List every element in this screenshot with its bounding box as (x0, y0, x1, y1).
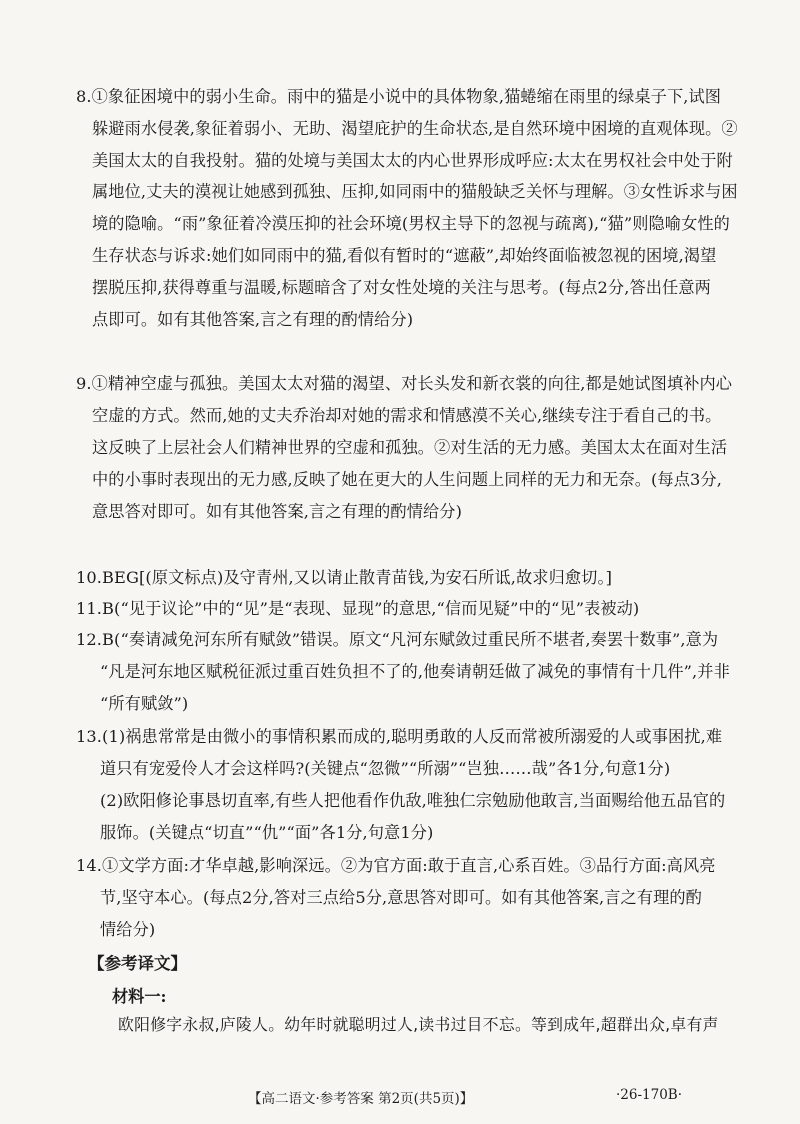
answer-12-line-3: “所有赋敛”) (100, 694, 189, 713)
answer-14-line-2: 节,坚守本心。(每点2分,答对三点给5分,意思答对即可。如有其他答案,言之有理的酌 (100, 888, 702, 907)
page-footer: 【高二语文·参考答案 第2页(共5页)】 (248, 1091, 474, 1107)
answer-9-line-2: 空虚的方式。然而,她的丈夫乔治却对她的需求和情感漠不关心,继续专注于看自己的书。 (92, 406, 722, 425)
answer-11: 11.B(“见于议论”中的“见”是“表现、显现”的意思,“信而见疑”中的“见”表被动) (76, 599, 640, 618)
answer-8-line-5: 境的隐喻。“雨”象征着冷漠压抑的社会环境(男权主导下的忽视与疏离),“猫”则隐喻女性的 (92, 214, 730, 233)
answer-13-line-3: (2)欧阳修论事恳切直率,有些人把他看作仇敌,唯独仁宗勉励他敢言,当面赐给他五品官的 (100, 791, 726, 810)
page-code: ·26-170B· (616, 1087, 683, 1103)
answer-8-line-3: 美国太太的自我投射。猫的处境与美国太太的内心世界形成呼应:太太在男权社会中处于附 (92, 151, 733, 170)
material-one-heading: 材料一: (112, 987, 167, 1006)
answer-8-line-2: 躲避雨水侵袭,象征着弱小、无助、渴望庇护的生命状态,是自然环境中困境的直观体现。② (92, 119, 738, 138)
answer-10: 10.BEG[(原文标点)及守青州,又以请止散青苗钱,为安石所诋,故求归愈切。] (76, 568, 613, 587)
translation-line-1: 欧阳修字永叔,庐陵人。幼年时就聪明过人,读书过目不忘。等到成年,超群出众,卓有声 (118, 1015, 719, 1034)
answer-8-line-4: 属地位,丈夫的漠视让她感到孤独、压抑,如同雨中的猫般缺乏关怀与理解。③女性诉求与困 (92, 182, 738, 201)
answer-9-line-5: 意思答对即可。如有其他答案,言之有理的酌情给分) (92, 502, 462, 521)
answer-13-line-4: 服饰。(关键点“切直”“仇”“面”各1分,句意1分) (100, 823, 434, 842)
reference-translation-heading: 【参考译文】 (88, 954, 187, 973)
answer-8-line-1: 8.①象征困境中的弱小生命。雨中的猫是小说中的具体物象,猫蜷缩在雨里的绿桌子下,试图 (76, 87, 722, 106)
answer-8-line-8: 点即可。如有其他答案,言之有理的酌情给分) (92, 310, 414, 329)
answer-9-line-3: 这反映了上层社会人们精神世界的空虚和孤独。②对生活的无力感。美国太太在面对生活 (92, 438, 728, 457)
answer-9-line-4: 中的小事时表现出的无力感,反映了她在更大的人生问题上同样的无力和无奈。(每点3分, (92, 470, 722, 489)
answer-12-line-2: “凡是河东地区赋税征派过重百姓负担不了的,他奏请朝廷做了减免的事情有十几件”,并非 (100, 662, 730, 681)
answer-14-line-3: 情给分) (100, 920, 156, 939)
answer-13-line-2: 道只有宠爱伶人才会这样吗?(关键点“忽微”“所溺”“岂独……哉”各1分,句意1分) (100, 759, 671, 778)
answer-8-line-6: 生存状态与诉求:她们如同雨中的猫,看似有暂时的“遮蔽”,却始终面临被忽视的困境,渴望 (92, 246, 717, 265)
answer-8-line-7: 摆脱压抑,获得尊重与温暖,标题暗含了对女性处境的关注与思考。(每点2分,答出任意两 (92, 278, 711, 297)
answer-14-line-1: 14.①文学方面:才华卓越,影响深远。②为官方面:敢于直言,心系百姓。③品行方面:高风亮 (76, 856, 716, 875)
answer-9-line-1: 9.①精神空虚与孤独。美国太太对猫的渴望、对长头发和新衣裳的向往,都是她试图填补内心 (76, 374, 733, 393)
answer-13-line-1: 13.(1)祸患常常是由微小的事情积累而成的,聪明勇敢的人反而常被所溺爱的人或事困扰,难 (76, 727, 723, 746)
answer-12-line-1: 12.B(“奏请减免河东所有赋敛”错误。原文“凡河东赋敛过重民所不堪者,奏罢十数事”,意为 (76, 630, 719, 649)
